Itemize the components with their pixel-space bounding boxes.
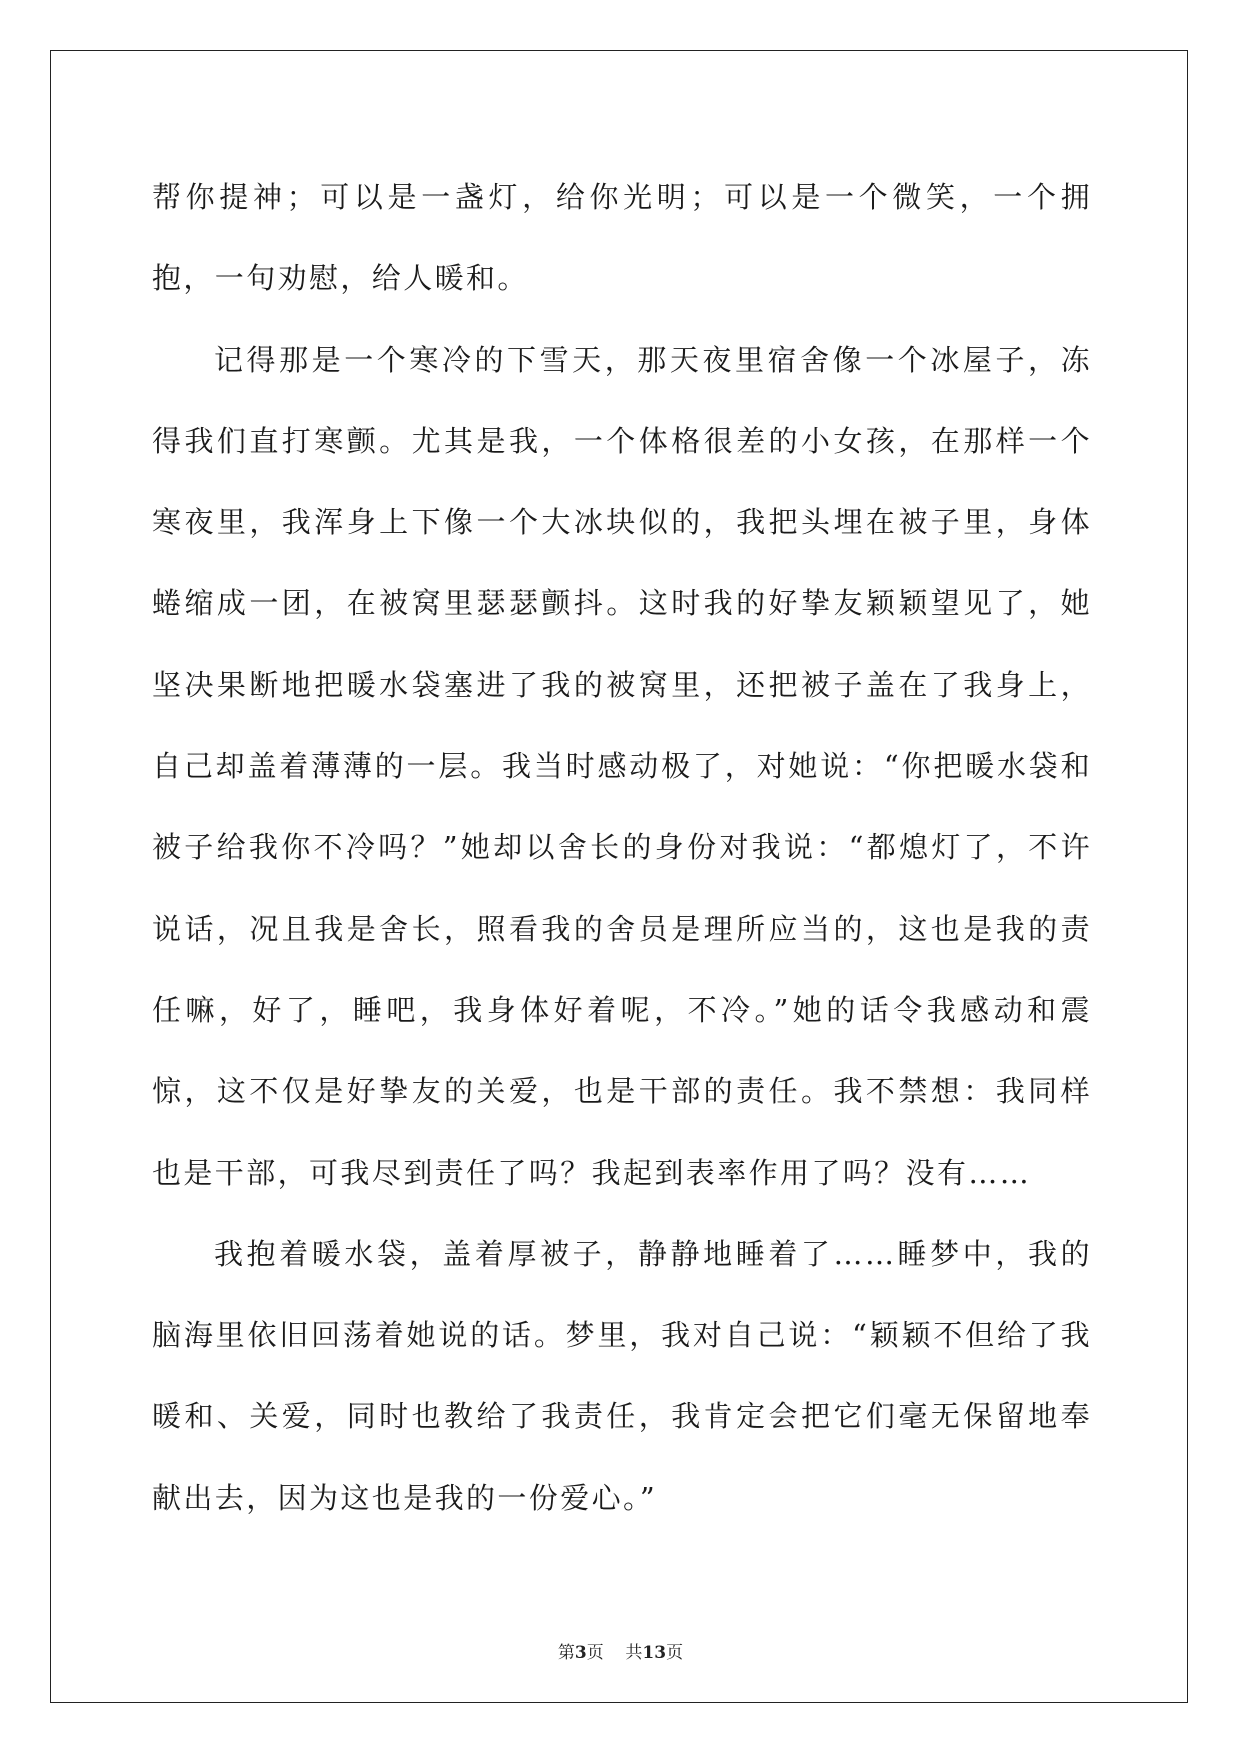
current-page-number: 3 xyxy=(574,1643,587,1663)
total-unit: 页 xyxy=(666,1643,684,1663)
total-page-number: 13 xyxy=(642,1643,667,1663)
paragraph-2: 记得那是一个寒冷的下雪天，那天夜里宿舍像一个冰屋子，冻得我们直打寒颤。尤其是我，一个体格很差的小女孩，在那样一个寒夜里，我浑身上下像一个大冰块似的，我把头埋在被子里，身体蜷缩成一团，在被窝里瑟瑟颤抖。这时我的好挚友颖颖望见了，她坚决果断地把暖水袋塞进了我的被窝里，还把被子盖在了我身上，自己却盖着薄薄的一层。我当时感动极了，对她说：“你把暖水袋和被子给我你不冷吗？”她却以舍长的身份对我说：“都熄灯了，不许说话，况且我是舍长，照看我的舍员是理所应当的，这也是我的责任嘛，好了，睡吧，我身体好着呢，不冷。”她的话令我感动和震惊，这不仅是好挚友的关爱，也是干部的责任。我不禁想：我同样也是干部，可我尽到责任了吗？我起到表率作用了吗？没有…… xyxy=(152,342,1092,1190)
total-prefix: 共 xyxy=(625,1643,643,1663)
document-body xyxy=(152,157,1092,1539)
page-footer xyxy=(0,1642,1241,1664)
page-prefix: 第 xyxy=(557,1643,575,1663)
page-unit: 页 xyxy=(586,1643,604,1663)
paragraph-3: 我抱着暖水袋，盖着厚被子，静静地睡着了……睡梦中，我的脑海里依旧回荡着她说的话。梦里，我对自己说：“颖颖不但给了我暖和、关爱，同时也教给了我责任，我肯定会把它们毫无保留地奉献出去，因为这也是我的一份爱心。” xyxy=(152,1236,1092,1515)
paragraph-1: 帮你提神；可以是一盏灯，给你光明；可以是一个微笑，一个拥抱，一句劝慰，给人暖和。 xyxy=(152,180,1092,296)
